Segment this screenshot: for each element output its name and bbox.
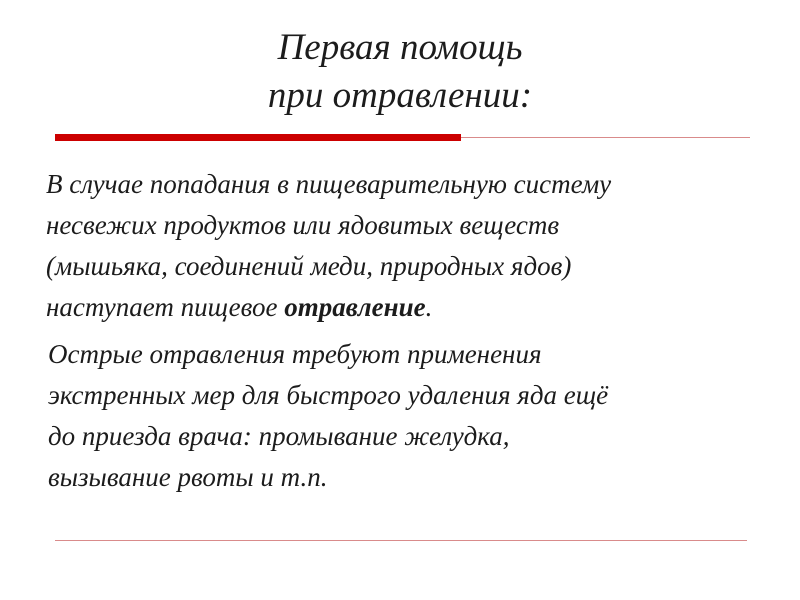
page-title: [0, 24, 800, 120]
paragraph-2-line-3: до приезда врача: промывание желудка,: [48, 421, 510, 451]
paragraph-2: [34, 334, 774, 498]
title-divider-accent: [55, 134, 461, 141]
slide-body: [34, 164, 774, 498]
paragraph-1-line-1: В случае попадания в пищеварительную систему: [46, 169, 612, 199]
paragraph-1-line-3: (мышьяка, соединений меди, природных ядов): [46, 251, 572, 281]
paragraph-1-line-4-text: наступает пищевое: [46, 292, 285, 322]
paragraph-2-line-1: Острые отравления требуют применения: [48, 339, 542, 369]
paragraph-1-line-4-end: .: [425, 292, 433, 322]
paragraph-1-line-2: несвежих продуктов или ядовитых веществ: [46, 210, 560, 240]
paragraph-1: [34, 164, 774, 328]
title-line-1: Первая помощь: [277, 27, 523, 68]
footer-divider: [55, 540, 747, 541]
paragraph-2-line-2: экстренных мер для быстрого удаления яда ещё: [48, 380, 609, 410]
title-line-2: при отравлении:: [267, 75, 533, 116]
paragraph-1-line-4: [34, 287, 774, 328]
emphasized-term: отравление: [284, 292, 426, 322]
paragraph-2-line-4: вызывание рвоты и т.п.: [48, 462, 328, 492]
